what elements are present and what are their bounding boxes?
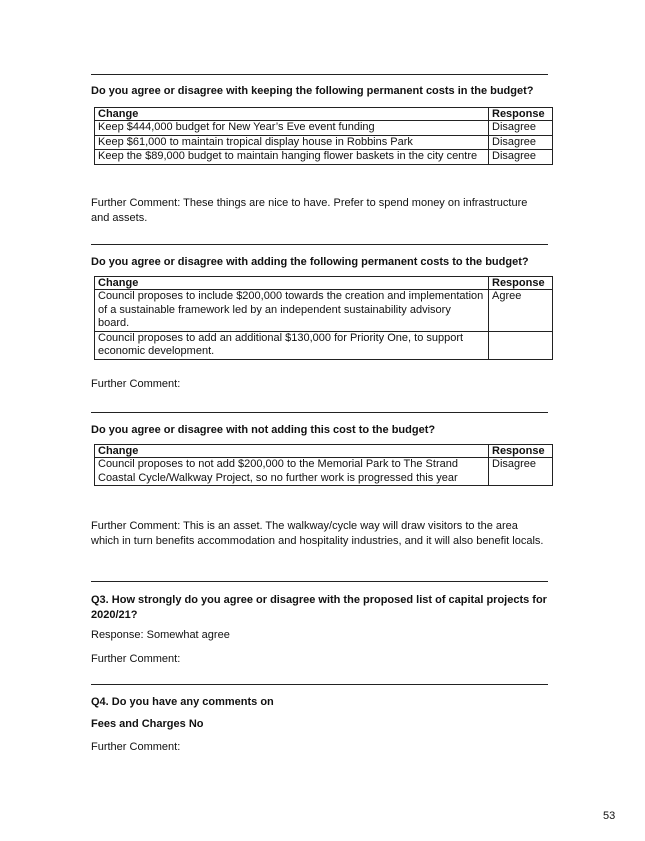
table-row bbox=[95, 135, 553, 150]
cell-change: Keep the $89,000 budget to maintain hanging flower baskets in the city centre bbox=[95, 150, 489, 165]
header-response: Response bbox=[489, 108, 553, 121]
table-header-row bbox=[95, 108, 553, 121]
table-header-row bbox=[95, 445, 553, 458]
table-row bbox=[95, 150, 553, 165]
table-row bbox=[95, 121, 553, 136]
q4-subheading: Fees and Charges No bbox=[91, 718, 204, 730]
section1-further-comment: Further Comment: These things are nice to have. Prefer to spend money on infrastructure and assets. bbox=[91, 197, 528, 224]
q3-further-comment: Further Comment: bbox=[91, 653, 181, 665]
cell-response bbox=[489, 331, 553, 359]
q4-further-comment: Further Comment: bbox=[91, 741, 181, 753]
cell-response: Disagree bbox=[489, 135, 553, 150]
q4-question: Q4. Do you have any comments on bbox=[91, 696, 274, 708]
cell-response: Disagree bbox=[489, 458, 553, 486]
header-response: Response bbox=[489, 277, 553, 290]
section-divider bbox=[91, 684, 548, 685]
section3-table bbox=[94, 444, 553, 486]
q3-question: Q3. How strongly do you agree or disagree with the proposed list of capital projects for 2020/21? bbox=[91, 594, 547, 621]
cell-change: Keep $61,000 to maintain tropical display house in Robbins Park bbox=[95, 135, 489, 150]
section-divider bbox=[91, 412, 548, 413]
section1-table bbox=[94, 107, 553, 165]
header-response: Response bbox=[489, 445, 553, 458]
table-row bbox=[95, 458, 553, 486]
section2-further-comment: Further Comment: bbox=[91, 378, 181, 390]
section3-further-comment: Further Comment: This is an asset. The walkway/cycle way will draw visitors to the area which in turn benefits accommodation and hospitality industries, and it will also benefit locals. bbox=[91, 520, 544, 547]
section-divider bbox=[91, 74, 548, 75]
cell-change: Council proposes to not add $200,000 to the Memorial Park to The Strand Coastal Cycle/Walkway Project, so no further work is progressed this year bbox=[95, 458, 489, 486]
header-change: Change bbox=[95, 108, 489, 121]
section2-question: Do you agree or disagree with adding the following permanent costs to the budget? bbox=[91, 256, 529, 268]
cell-change: Council proposes to include $200,000 towards the creation and implementation of a sustainable framework led by an independent sustainability advisory board. bbox=[95, 290, 489, 332]
cell-response: Agree bbox=[489, 290, 553, 332]
section-divider bbox=[91, 244, 548, 245]
cell-response: Disagree bbox=[489, 121, 553, 136]
cell-change: Keep $444,000 budget for New Year’s Eve event funding bbox=[95, 121, 489, 136]
cell-change: Council proposes to add an additional $130,000 for Priority One, to support economic development. bbox=[95, 331, 489, 359]
section3-question: Do you agree or disagree with not adding this cost to the budget? bbox=[91, 424, 436, 436]
header-change: Change bbox=[95, 445, 489, 458]
section1-question: Do you agree or disagree with keeping the following permanent costs in the budget? bbox=[91, 85, 534, 97]
table-row bbox=[95, 290, 553, 332]
q3-response: Response: Somewhat agree bbox=[91, 629, 230, 641]
section-divider bbox=[91, 581, 548, 582]
cell-response: Disagree bbox=[489, 150, 553, 165]
page-number: 53 bbox=[603, 810, 616, 822]
table-header-row bbox=[95, 277, 553, 290]
header-change: Change bbox=[95, 277, 489, 290]
table-row bbox=[95, 331, 553, 359]
section2-table bbox=[94, 276, 553, 360]
